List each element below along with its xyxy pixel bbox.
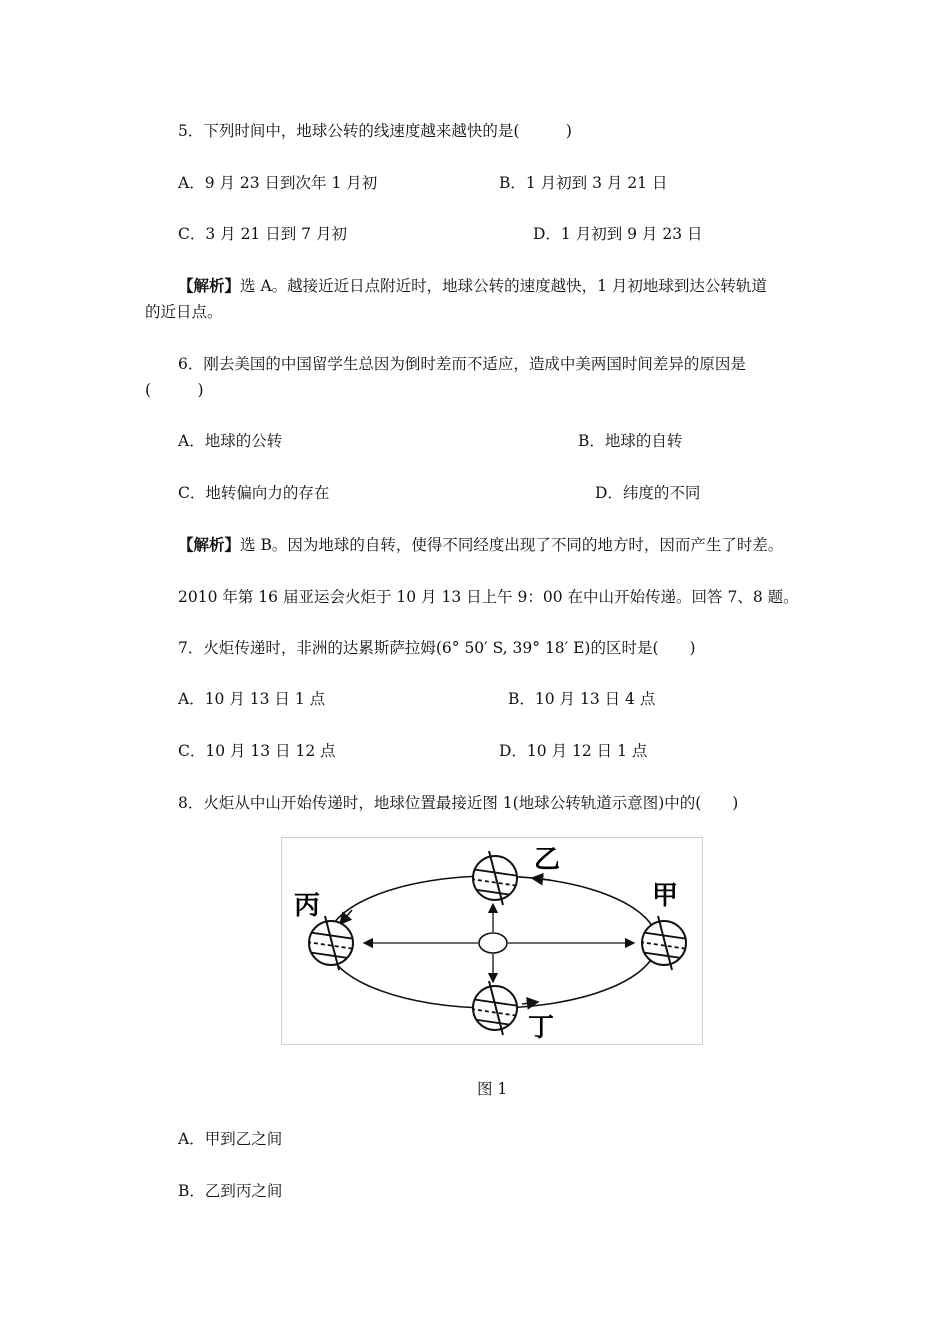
q6-option-a: A．地球的公转 <box>178 432 283 450</box>
q5-stem: 5．下列时间中，地球公转的线速度越来越快的是( ) <box>178 122 572 140</box>
q5-option-c: C．3 月 21 日到 7 月初 <box>178 225 347 243</box>
earth-ding <box>471 981 519 1035</box>
q5-analysis-cont: 的近日点。 <box>145 303 223 321</box>
q8-stem: 8．火炬从中山开始传递时，地球位置最接近图 1(地球公转轨道示意图)中的( ) <box>178 794 739 812</box>
earth-bing <box>307 916 355 970</box>
q7-option-b: B．10 月 13 日 4 点 <box>508 690 656 708</box>
q7-option-a: A．10 月 13 日 1 点 <box>178 690 326 708</box>
q5-analysis-text: 选 A。越接近近日点附近时，地球公转的速度越快，1 月初地球到达公转轨道 <box>240 277 767 295</box>
orbit-arrow <box>522 1002 538 1004</box>
orbit-arrow <box>532 878 550 880</box>
earth-jia <box>640 916 688 970</box>
q7-stem: 7．火炬传递时，非洲的达累斯萨拉姆(6° 50′ S, 39° 18′ E)的区时是( ) <box>178 639 696 657</box>
analysis-tag: 【解析】 <box>178 277 241 295</box>
label-ding: 丁 <box>528 1013 555 1043</box>
q6-option-c: C．地转偏向力的存在 <box>178 484 330 502</box>
q5-option-d: D．1 月初到 9 月 23 日 <box>533 225 703 243</box>
label-jia: 甲 <box>652 881 679 911</box>
q6-option-b: B．地球的自转 <box>578 432 683 450</box>
label-bing: 丙 <box>294 891 321 921</box>
q7-option-c: C．10 月 13 日 12 点 <box>178 742 336 760</box>
earth-yi <box>471 851 519 905</box>
q5-analysis <box>178 276 767 296</box>
orbit-diagram <box>281 837 703 1045</box>
q7-8-intro: 2010 年第 16 届亚运会火炬于 10 月 13 日上午 9：00 在中山开始传递。回答 7、8 题。 <box>178 588 799 606</box>
sun <box>479 933 507 953</box>
q6-stem-cont: ( ) <box>145 381 204 399</box>
q8-option-b: B．乙到丙之间 <box>178 1182 283 1200</box>
analysis-tag: 【解析】 <box>178 536 241 554</box>
figure-caption: 图 1 <box>477 1080 508 1098</box>
label-yi: 乙 <box>534 845 561 875</box>
q5-option-b: B．1 月初到 3 月 21 日 <box>499 174 668 192</box>
q6-stem: 6．刚去美国的中国留学生总因为倒时差而不适应，造成中美两国时间差异的原因是 <box>178 355 746 373</box>
q5-option-a: A．9 月 23 日到次年 1 月初 <box>178 174 378 192</box>
q6-option-d: D．纬度的不同 <box>595 484 701 502</box>
q6-analysis <box>178 535 783 555</box>
q6-analysis-text: 选 B。因为地球的自转，使得不同经度出现了不同的地方时，因而产生了时差。 <box>240 536 784 554</box>
q8-option-a: A．甲到乙之间 <box>178 1130 283 1148</box>
q7-option-d: D．10 月 12 日 1 点 <box>499 742 648 760</box>
orbit-diagram-svg <box>282 838 702 1044</box>
